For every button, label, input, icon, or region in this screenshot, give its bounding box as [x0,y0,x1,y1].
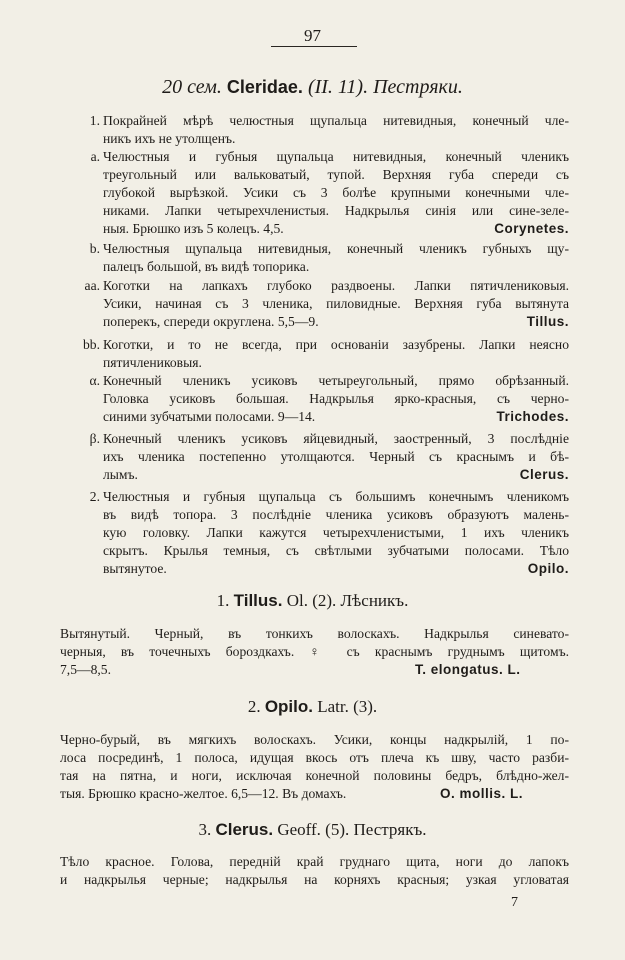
key-line: лымъ. [103,467,138,482]
key-line: въ видѣ топора. 3 послѣдніе членика усиковъ образуютъ малень- [103,507,569,522]
species-name: O. mollis. L. [440,786,524,801]
family-russian-name: Пестряки. [373,76,463,98]
key-line: Покрайней мѣрѣ челюстныя щупальца нитевидныя, конечный чле- [103,113,569,128]
key-marker: aa. [84,278,100,293]
key-line: палецъ большой, въ видѣ топорика. [103,259,310,274]
key-genus-name: Tillus. [526,314,569,329]
description-line: Черно-бурый, въ мягкихъ волоскахъ. Усики, концы надкрылій, 1 по- [60,732,569,747]
family-latin-name: Cleridae. [226,77,303,97]
key-line: Усики, начиная съ 3 членика, пиловидные. Верхняя губа вытянута [103,296,569,311]
species-name: T. elongatus. L. [415,662,521,677]
key-line: Головка усиковъ большая. Надкрылья ярко-красныя, съ черно- [103,391,569,406]
genus-russian-name: Пестрякъ. [353,820,427,839]
key-line: скрытъ. Крылья темныя, съ свѣтлыми зубчатыми полосами. Тѣло [103,543,569,558]
key-line: никъ ихъ не утолщенъ. [103,131,236,146]
description-line: и надкрылья черные; надкрылья на корняхъ красныя; узкая угловатая [60,872,569,887]
key-genus-name: Corynetes. [494,221,569,236]
key-line: вытянутое. [103,561,167,576]
family-reference: (II. 11). [307,76,369,98]
key-line: ныя. Брюшко изъ 5 колецъ. 4,5. [103,221,284,236]
family-number: 20 сем. [162,76,222,98]
key-line: Конечный членикъ усиковъ яйцевидный, заостренный, 3 послѣдніе [103,431,569,446]
key-line: никами. Лапки четырехчленистыя. Надкрылья синія или сине-зеле- [103,203,569,218]
genus-latin-name: Tillus. [233,591,283,610]
key-marker: b. [89,241,100,256]
genus-heading [0,820,625,840]
key-line: синими зубчатыми полосами. 9—14. [103,409,316,424]
key-genus-name: Opilo. [527,561,569,576]
genus-author: Latr. (3). [317,697,378,716]
key-genus-name: Trichodes. [496,409,569,424]
signature-mark: 7 [511,895,518,910]
key-line: кую головку. Лапки кажутся четырехчленистыми, 1 ихъ членикъ [103,525,569,540]
description-line: тая на пятна, и ноги, исключая конечной половины бедръ, блѣдно-жел- [60,768,569,783]
description-line: тыя. Брюшко красно-желтое. 6,5—12. Въ домахъ. [60,786,347,801]
key-marker: β. [89,431,100,446]
key-marker: α. [89,373,100,388]
genus-author: Ol. (2). [286,591,337,610]
description-line: Вытянутый. Черный, въ тонкихъ волоскахъ. Надкрылья синевато- [60,626,569,641]
key-marker: a. [90,149,100,164]
key-line: глубокой вырѣзкой. Усики съ 3 болѣе крупными конечными чле- [103,185,569,200]
key-line: Челюстныя щупальца нитевидныя, конечный членикъ губныхъ щу- [103,241,569,256]
key-line: Коготки, и то не всегда, при основаніи зазубрены. Лапки неясно [103,337,569,352]
key-line: Конечный членикъ усиковъ четыреугольный, прямо обрѣзанный. [103,373,569,388]
genus-number: 1. [216,591,230,610]
genus-latin-name: Opilo. [264,697,313,716]
description-line: 7,5—8,5. [60,662,111,677]
key-marker: 1. [89,113,100,128]
key-line: поперекъ, спереди округлена. 5,5—9. [103,314,319,329]
description-line: черныя, въ точечныхъ бороздкахъ. ♀ съ краснымъ груднымъ щитомъ. [60,644,569,659]
genus-latin-name: Clerus. [215,820,274,839]
description-line: лоса посрединѣ, 1 полоса, идущая вкось отъ плеча къ шву, часто разби- [60,750,569,765]
key-line: Челюстныя и губныя щупальца нитевидныя, конечный членикъ [103,149,569,164]
key-line: Коготки на лапкахъ глубоко раздвоены. Лапки пятичлениковыя. [103,278,569,293]
key-line: ихъ членика постепенно утолщаются. Черный съ краснымъ и бѣ- [103,449,569,464]
key-line: пятичлениковыя. [103,355,202,370]
family-heading [0,76,625,99]
genus-russian-name: Лѣсникъ. [340,591,409,610]
key-line: треугольный или вальковатый, тупой. Верхняя губа спереди съ [103,167,569,182]
genus-heading [0,591,625,611]
genus-number: 3. [198,820,212,839]
genus-heading [0,697,625,717]
page-number: 97 [304,26,321,45]
genus-author: Geoff. (5). [277,820,350,839]
key-marker: 2. [89,489,100,504]
page-number-rule [271,46,357,47]
key-genus-name: Clerus. [519,467,569,482]
key-marker: bb. [83,337,100,352]
description-line: Тѣло красное. Голова, передній край груднаго щита, ноги до лапокъ [60,854,569,869]
key-line: Челюстныя и губныя щупальца съ большимъ конечнымъ членикомъ [103,489,569,504]
genus-number: 2. [247,697,261,716]
